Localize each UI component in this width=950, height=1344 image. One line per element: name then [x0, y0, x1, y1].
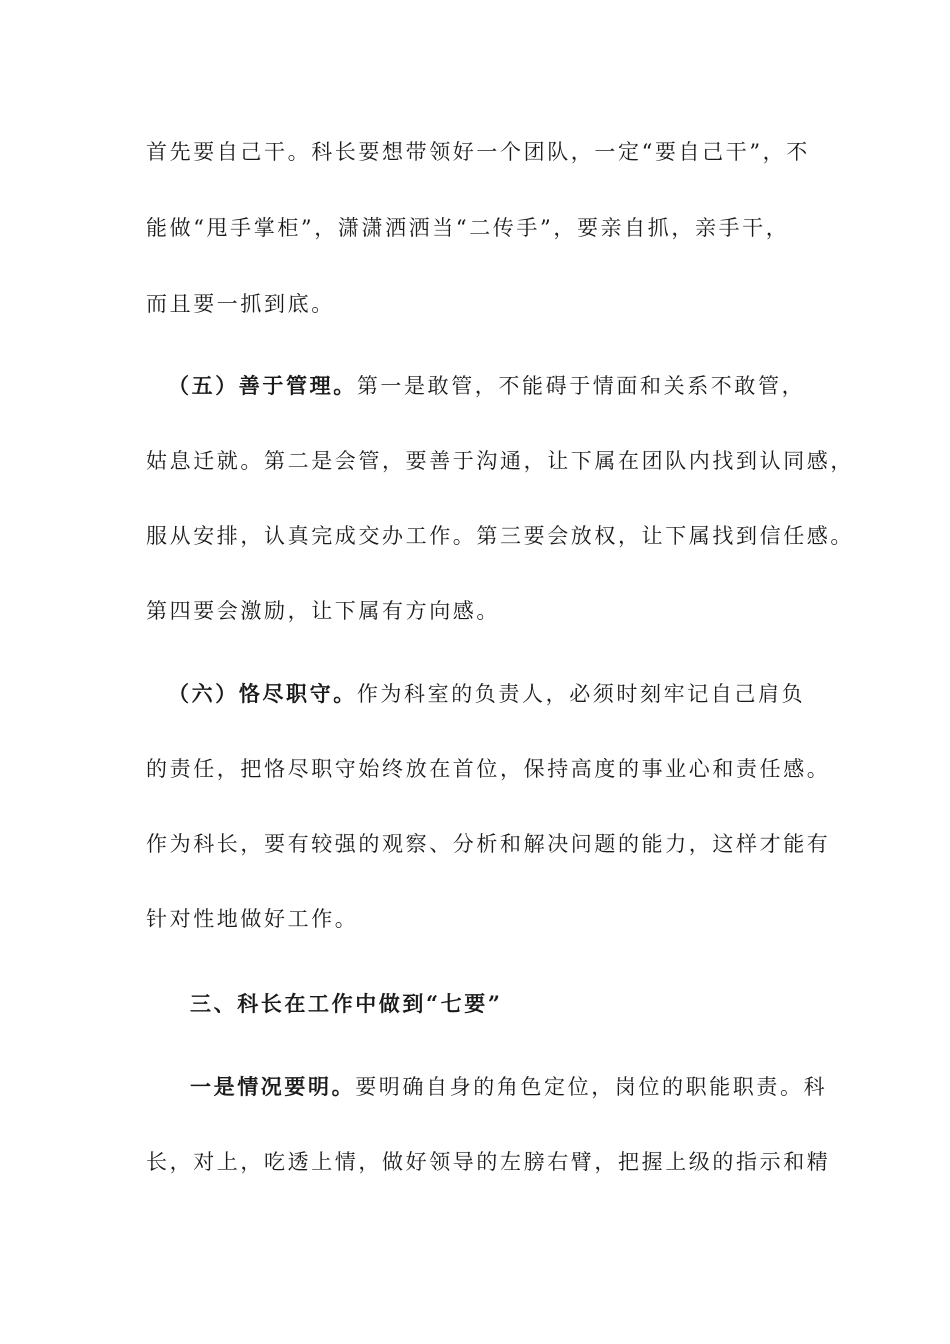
paragraph-1-line-1: 首先要自己干。科长要想带领好一个团队，一定“要自己干”，不: [146, 140, 810, 164]
paragraph-2-line-1: [168, 372, 805, 400]
paragraph-3-line-1: [168, 680, 805, 708]
paragraph-3-line-3: 作为科长，要有较强的观察、分析和解决问题的能力，这样才能有: [146, 832, 831, 856]
paragraph-4-line-2: 长，对上，吃透上情，做好领导的左膀右臂，把握上级的指示和精: [146, 1150, 831, 1174]
paragraph-1-line-2: 能做“甩手掌柜”，潇潇洒洒当“二传手”，要亲自抓，亲手干，: [146, 216, 790, 240]
paragraph-2-line-1-text: 第一是敢管，不能碍于情面和关系不敢管，: [356, 374, 806, 398]
paragraph-4-line-1: [190, 1073, 827, 1101]
paragraph-2-line-4: 第四要会激励，让下属有方向感。: [146, 599, 500, 623]
paragraph-3-line-4: 针对性地做好工作。: [146, 907, 359, 931]
paragraph-3-line-2: 的责任，把恪尽职守始终放在首位，保持高度的事业心和责任感。: [146, 757, 831, 781]
paragraph-4-heading: 一是情况要明。: [190, 1074, 356, 1099]
paragraph-4-line-1-text: 要明确自身的角色定位，岗位的职能职责。科: [355, 1075, 828, 1099]
paragraph-3-line-1-text: 作为科室的负责人，必须时刻牢记自己肩负: [356, 682, 806, 706]
paragraph-2-heading: （五）善于管理。: [168, 373, 357, 398]
paragraph-2-line-3: 服从安排，认真完成交办工作。第三要会放权，让下属找到信任感。: [146, 524, 854, 548]
paragraph-3-heading: （六）恪尽职守。: [168, 681, 357, 706]
paragraph-1-line-3: 而且要一抓到底。: [146, 292, 335, 316]
paragraph-2-line-2: 姑息迁就。第二是会管，要善于沟通，让下属在团队内找到认同感，: [146, 449, 854, 473]
section-heading: 三、科长在工作中做到“七要”: [190, 991, 503, 1016]
